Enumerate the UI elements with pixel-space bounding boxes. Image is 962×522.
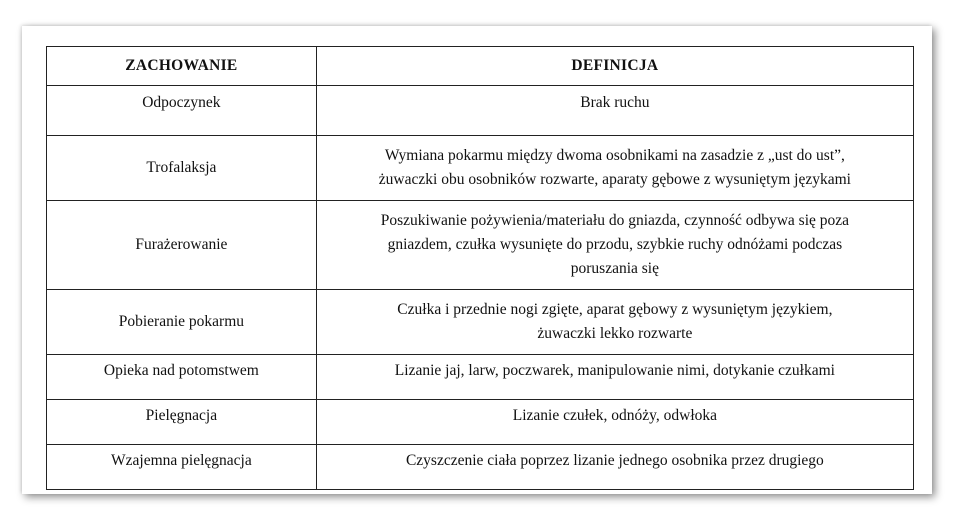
definition-line: Czyszczenie ciała poprzez lizanie jednego osobnika przez drugiego xyxy=(405,452,824,469)
table-row xyxy=(47,290,914,355)
table-header-row xyxy=(47,47,914,86)
definition-line: żuwaczki obu osobników rozwarte, aparaty gębowe z wysuniętym językami xyxy=(378,171,851,188)
behaviour-cell: Odpoczynek xyxy=(47,86,317,136)
behaviour-definition-table xyxy=(46,46,914,490)
behaviour-cell: Opieka nad potomstwem xyxy=(47,355,317,400)
table-row xyxy=(47,201,914,290)
definition-cell xyxy=(316,400,913,445)
behaviour-cell: Furażerowanie xyxy=(47,201,317,290)
column-header-behaviour: ZACHOWANIE xyxy=(47,47,317,86)
table-row xyxy=(47,355,914,400)
behaviour-cell: Pielęgnacja xyxy=(47,400,317,445)
behaviour-cell: Trofalaksja xyxy=(47,136,317,201)
definition-line: Lizanie jaj, larw, poczwarek, manipulowanie nimi, dotykanie czułkami xyxy=(394,362,835,379)
definition-line: Lizanie czułek, odnóży, odwłoka xyxy=(512,407,718,424)
column-header-definition: DEFINICJA xyxy=(316,47,913,86)
definition-cell xyxy=(316,201,913,290)
definition-line: żuwaczki lekko rozwarte xyxy=(537,325,693,342)
definition-line: Brak ruchu xyxy=(580,94,650,111)
definition-line: gniazdem, czułka wysunięte do przodu, szybkie ruchy odnóżami podczas xyxy=(387,236,843,253)
definition-line: Wymiana pokarmu między dwoma osobnikami na zasadzie z „ust do ust”, xyxy=(384,147,845,164)
definition-line: poruszania się xyxy=(570,260,659,277)
behaviour-cell: Wzajemna pielęgnacja xyxy=(47,445,317,490)
table-row xyxy=(47,86,914,136)
definition-cell xyxy=(316,290,913,355)
definition-line: Poszukiwanie pożywienia/materiału do gniazda, czynność odbywa się poza xyxy=(380,212,850,229)
definition-cell xyxy=(316,355,913,400)
definition-cell xyxy=(316,445,913,490)
definition-line: Czułka i przednie nogi zgięte, aparat gębowy z wysuniętym językiem, xyxy=(397,301,833,318)
table-row xyxy=(47,445,914,490)
definition-cell xyxy=(316,86,913,136)
table-row xyxy=(47,400,914,445)
definition-cell xyxy=(316,136,913,201)
behaviour-cell: Pobieranie pokarmu xyxy=(47,290,317,355)
document-page xyxy=(22,26,932,494)
table-row xyxy=(47,136,914,201)
